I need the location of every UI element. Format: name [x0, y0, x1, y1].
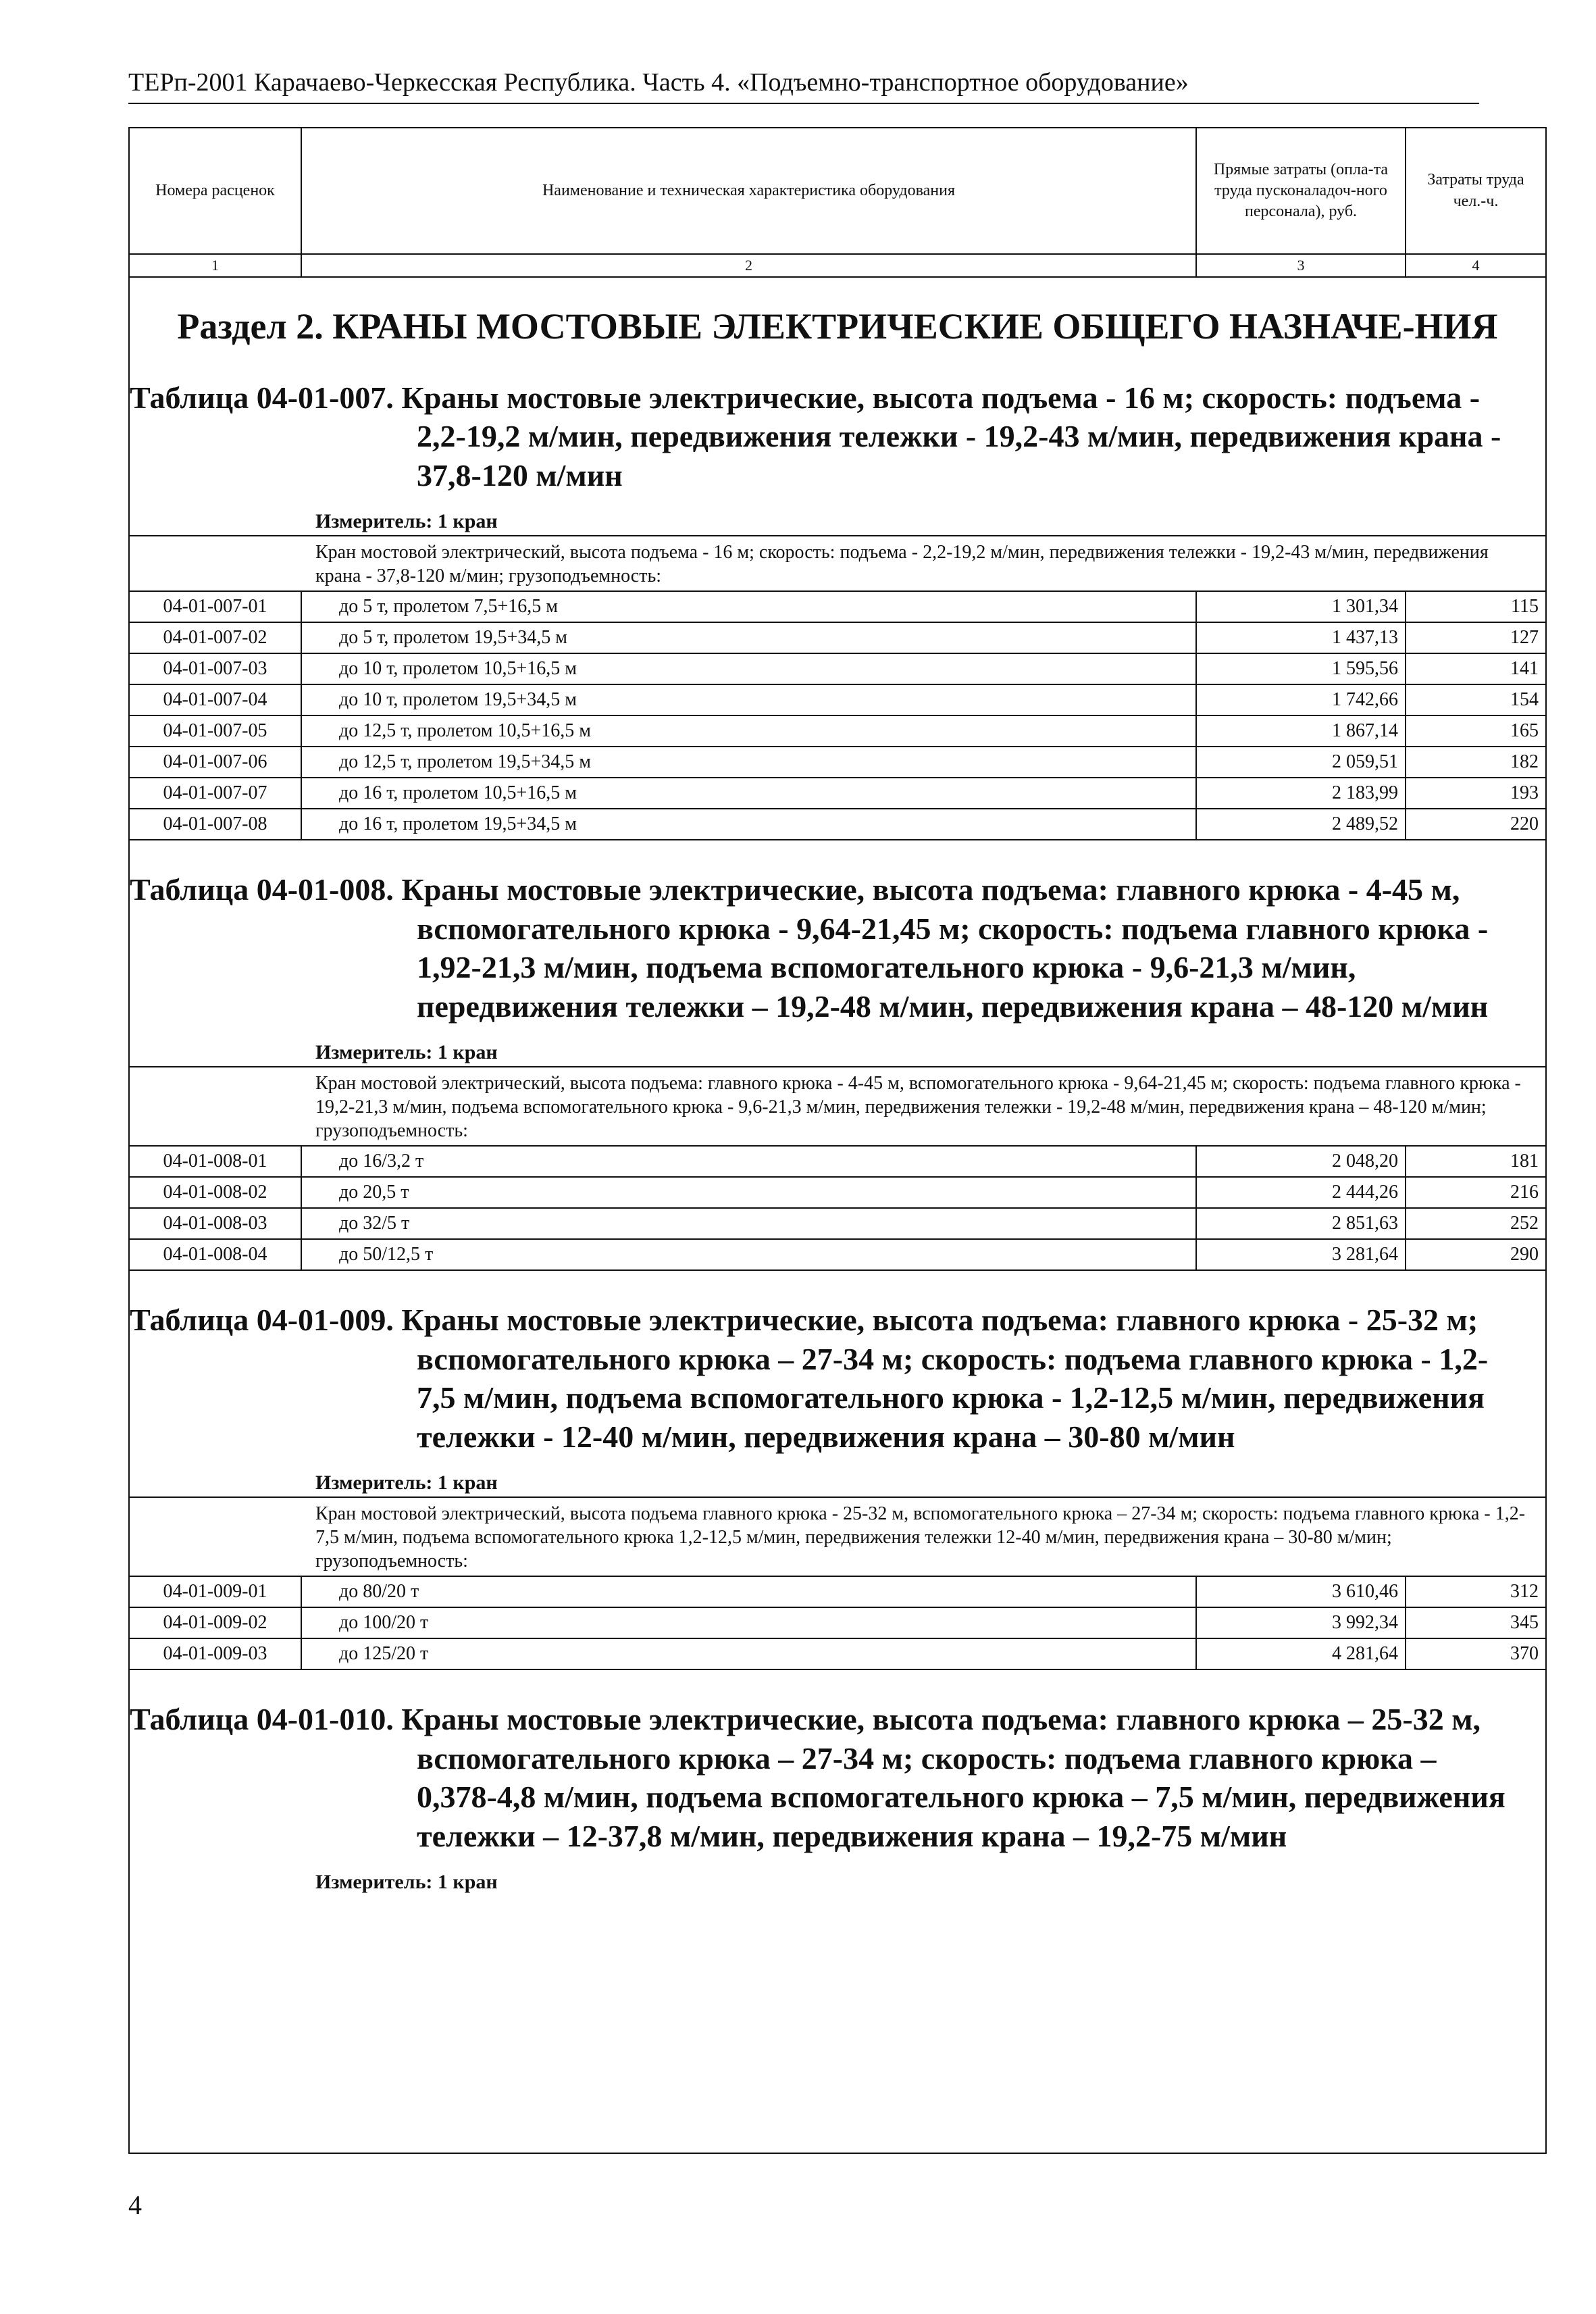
row-name: до 12,5 т, пролетом 10,5+16,5 м: [302, 716, 1197, 746]
table-row: [130, 747, 1545, 778]
page-number: 4: [128, 2190, 142, 2220]
row-labor: 370: [1510, 1643, 1539, 1665]
table-row: [130, 623, 1545, 654]
row-labor: 165: [1510, 720, 1539, 742]
running-header: ТЕРп-2001 Карачаево-Черкесская Республика. Часть 4. «Подъемно-транспортное оборудование»: [128, 68, 1479, 104]
row-code: 04-01-008-03: [130, 1209, 302, 1238]
column-header-cost: Прямые затраты (опла-та труда пусконаладоч-ного персонала), руб.: [1197, 128, 1406, 253]
column-header-code: Номера расценок: [130, 128, 302, 253]
section-title: Раздел 2. КРАНЫ МОСТОВЫЕ ЭЛЕКТРИЧЕСКИЕ ОБЩЕГО НАЗНАЧЕ-НИЯ: [177, 306, 1498, 347]
row-code: 04-01-009-03: [130, 1639, 302, 1669]
row-name: до 10 т, пролетом 19,5+34,5 м: [302, 685, 1197, 715]
row-name: до 16 т, пролетом 10,5+16,5 м: [302, 778, 1197, 808]
row-cost: 2 851,63: [1197, 1209, 1406, 1238]
row-name: до 16/3,2 т: [302, 1147, 1197, 1176]
row-labor: 154: [1510, 689, 1539, 711]
row-code: 04-01-009-01: [130, 1577, 302, 1607]
table-meter: Измеритель: 1 кран: [315, 1871, 498, 1894]
column-header: [130, 128, 1545, 255]
row-name: до 10 т, пролетом 10,5+16,5 м: [302, 654, 1197, 684]
table-title-text: Краны мостовые электрические, высота подъема: главного крюка - 4-45 м, вспомогательного крюка - 9,64-21,45 м; скорость: подъема главного крюка - 1,92-21,3 м/мин, подъема вспомогательного крюка - 9,6-21,3 м/мин, передвижения тележки – 19,2-48 м/мин, передвижения крана – 48-120 м/мин: [401, 872, 1489, 1024]
table-row: [130, 716, 1545, 747]
row-cost: 3 992,34: [1197, 1608, 1406, 1638]
row-code: 04-01-008-02: [130, 1178, 302, 1207]
column-number: 2: [302, 255, 1197, 276]
column-numbers: [130, 255, 1545, 278]
row-name: до 32/5 т: [302, 1209, 1197, 1238]
table-04-01-009: [130, 1496, 1545, 1670]
row-code: 04-01-008-04: [130, 1240, 302, 1269]
table-title-text: Краны мостовые электрические, высота подъема: главного крюка - 25-32 м; вспомогательного крюка – 27-34 м; скорость: подъема главного крюка - 1,2-7,5 м/мин, подъема вспомогательного крюка - 1,2-12,5 м/мин, передвижения тележки - 12-40 м/мин, передвижения крана – 30-80 м/мин: [401, 1303, 1489, 1454]
row-cost: 3 610,46: [1197, 1577, 1406, 1607]
row-cost: 2 059,51: [1197, 747, 1406, 777]
table-title: [130, 1700, 1545, 1855]
row-cost: 2 183,99: [1197, 778, 1406, 808]
row-labor: 216: [1510, 1182, 1539, 1203]
row-cost: 1 301,34: [1197, 592, 1406, 622]
row-cost: 4 281,64: [1197, 1639, 1406, 1669]
table-row: [130, 809, 1545, 840]
column-header-labor: Затраты труда чел.-ч.: [1427, 171, 1524, 210]
row-cost: 3 281,64: [1197, 1240, 1406, 1269]
table-description: Кран мостовой электрический, высота подъема: главного крюка - 4-45 м, вспомогательного крюка - 9,64-21,45 м; скорость: подъема главного крюка - 19,2-21,3 м/мин, подъема вспомогательного крюка - 9,6-21,3 м/мин, передвижения тележки - 19,2-48 м/мин, передвижения крана – 48-120 м/мин; грузоподъемность:: [130, 1067, 1545, 1147]
row-labor: 141: [1510, 658, 1539, 680]
row-cost: 1 742,66: [1197, 685, 1406, 715]
table-row: [130, 654, 1545, 685]
row-labor: 182: [1510, 751, 1539, 773]
table-title: [130, 1301, 1545, 1456]
table-04-01-008: [130, 1066, 1545, 1271]
table-row: [130, 685, 1545, 716]
row-code: 04-01-009-02: [130, 1608, 302, 1638]
table-title-text: Краны мостовые электрические, высота подъема - 16 м; скорость: подъема - 2,2-19,2 м/мин, передвижения тележки - 19,2-43 м/мин, передвижения крана - 37,8-120 м/мин: [401, 380, 1501, 493]
table-row: [130, 1240, 1545, 1271]
row-cost: 1 595,56: [1197, 654, 1406, 684]
row-name: до 12,5 т, пролетом 19,5+34,5 м: [302, 747, 1197, 777]
table-meter: Измеритель: 1 кран: [315, 1472, 498, 1494]
document-frame: [128, 127, 1547, 2154]
row-labor: 290: [1510, 1244, 1539, 1265]
row-code: 04-01-007-03: [130, 654, 302, 684]
table-title-lead: Таблица 04-01-010.: [130, 1702, 394, 1737]
table-row: [130, 1639, 1545, 1670]
table-row: [130, 1147, 1545, 1178]
row-code: 04-01-007-08: [130, 809, 302, 839]
row-name: до 20,5 т: [302, 1178, 1197, 1207]
row-labor: 345: [1510, 1612, 1539, 1634]
table-title-text: Краны мостовые электрические, высота подъема: главного крюка – 25-32 м, вспомогательного крюка – 27-34 м; скорость: подъема главного крюка – 0,378-4,8 м/мин, подъема вспомогательного крюка – 7,5 м/мин, передвижения тележки – 12-37,8 м/мин, передвижения крана – 19,2-75 м/мин: [401, 1702, 1505, 1853]
column-number: 1: [130, 255, 302, 276]
row-code: 04-01-008-01: [130, 1147, 302, 1176]
table-row: [130, 1209, 1545, 1240]
row-code: 04-01-007-06: [130, 747, 302, 777]
table-title-lead: Таблица 04-01-007.: [130, 380, 394, 415]
row-labor: 193: [1510, 782, 1539, 804]
column-number: 3: [1197, 255, 1406, 276]
row-name: до 50/12,5 т: [302, 1240, 1197, 1269]
table-row: [130, 592, 1545, 623]
row-cost: 2 444,26: [1197, 1178, 1406, 1207]
table-row: [130, 1608, 1545, 1639]
row-labor: 127: [1510, 627, 1539, 649]
row-labor: 115: [1511, 596, 1539, 618]
row-code: 04-01-007-04: [130, 685, 302, 715]
row-cost: 1 867,14: [1197, 716, 1406, 746]
row-labor: 181: [1510, 1151, 1539, 1172]
row-labor: 312: [1510, 1581, 1539, 1603]
row-code: 04-01-007-05: [130, 716, 302, 746]
row-labor: 220: [1510, 813, 1539, 835]
row-cost: 1 437,13: [1197, 623, 1406, 653]
table-title-lead: Таблица 04-01-009.: [130, 1303, 394, 1338]
row-code: 04-01-007-02: [130, 623, 302, 653]
column-number: 4: [1472, 257, 1480, 274]
table-title: [130, 378, 1545, 495]
row-labor: 252: [1510, 1213, 1539, 1234]
table-description: Кран мостовой электрический, высота подъема главного крюка - 25-32 м, вспомогательного крюка – 27-34 м; скорость: подъема главного крюка - 1,2-7,5 м/мин, подъема вспомогательного крюка 1,2-12,5 м/мин, передвижения тележки 12-40 м/мин, передвижения крана – 30-80 м/мин; грузоподъемность:: [130, 1498, 1545, 1577]
table-description: Кран мостовой электрический, высота подъема - 16 м; скорость: подъема - 2,2-19,2 м/мин, передвижения тележки - 19,2-43 м/мин, передвижения крана - 37,8-120 м/мин; грузоподъемность:: [130, 536, 1545, 592]
row-cost: 2 489,52: [1197, 809, 1406, 839]
row-code: 04-01-007-01: [130, 592, 302, 622]
table-meter: Измеритель: 1 кран: [315, 510, 498, 533]
table-row: [130, 1577, 1545, 1608]
table-04-01-007: [130, 535, 1545, 840]
row-name: до 80/20 т: [302, 1577, 1197, 1607]
row-name: до 100/20 т: [302, 1608, 1197, 1638]
table-meter: Измеритель: 1 кран: [315, 1041, 498, 1064]
row-name: до 16 т, пролетом 19,5+34,5 м: [302, 809, 1197, 839]
column-header-name: Наименование и техническая характеристика оборудования: [302, 128, 1197, 253]
table-row: [130, 1178, 1545, 1209]
row-name: до 125/20 т: [302, 1639, 1197, 1669]
row-cost: 2 048,20: [1197, 1147, 1406, 1176]
row-name: до 5 т, пролетом 19,5+34,5 м: [302, 623, 1197, 653]
table-title-lead: Таблица 04-01-008.: [130, 872, 394, 907]
row-name: до 5 т, пролетом 7,5+16,5 м: [302, 592, 1197, 622]
table-title: [130, 870, 1545, 1026]
row-code: 04-01-007-07: [130, 778, 302, 808]
table-row: [130, 778, 1545, 809]
